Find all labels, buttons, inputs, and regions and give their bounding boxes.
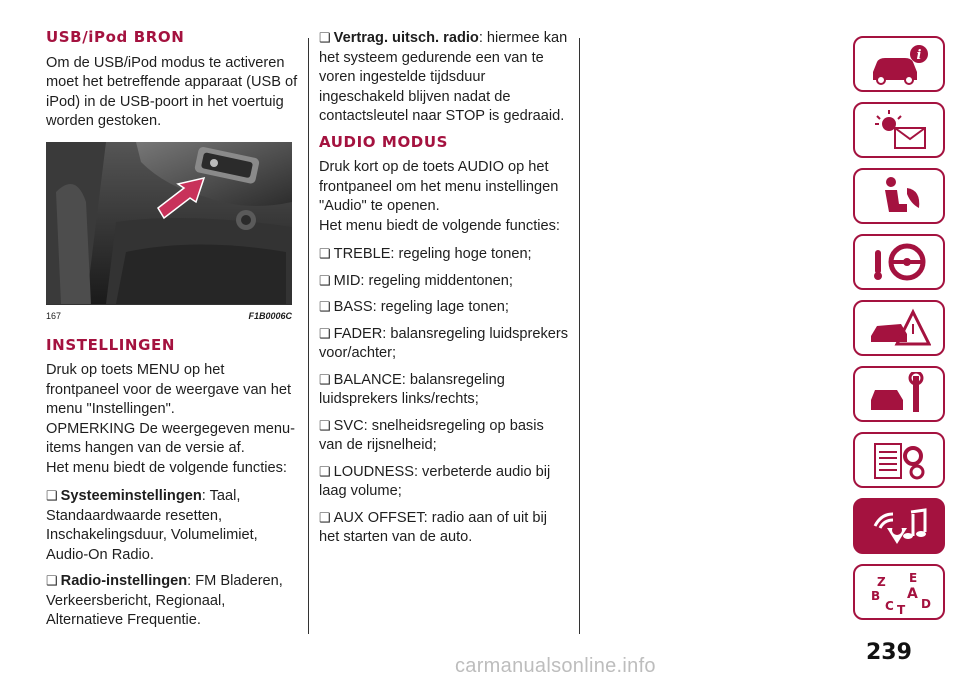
checkbox-bullet-icon: ❑ — [319, 246, 331, 261]
list-item-text: MID: regeling middentonen; — [333, 272, 513, 289]
index-letter: D — [921, 597, 931, 611]
list-item — [319, 508, 571, 548]
multimedia-icon — [867, 504, 931, 548]
list-item — [319, 271, 571, 292]
audio-body-2: Het menu biedt de volgende functies: — [319, 217, 560, 234]
list-item-bold: Radio-instellingen — [60, 573, 188, 589]
index-letter: A — [907, 586, 918, 602]
column-divider — [308, 38, 309, 634]
usb-port-photo — [46, 142, 292, 304]
checkbox-bullet-icon: ❑ — [319, 417, 331, 433]
tab-car-info[interactable] — [853, 36, 945, 92]
seat-safety-icon — [867, 174, 931, 218]
section-heading-usb-ipod: USB/iPod BRON — [46, 28, 185, 46]
index-letter: Z — [877, 575, 886, 589]
checkbox-bullet-icon: ❑ — [319, 30, 331, 45]
checkbox-bullet-icon: ❑ — [46, 573, 58, 588]
tab-multimedia[interactable] — [853, 498, 945, 554]
list-item — [319, 370, 571, 410]
index-letter: T — [897, 603, 906, 614]
tab-emergency[interactable] — [853, 300, 945, 356]
figure-code: F1B0006C — [248, 310, 292, 321]
instellingen-body-1: Druk op toets MENU op het frontpaneel voor de weergave van het menu "Instellingen". — [46, 362, 292, 417]
list-item — [46, 486, 298, 565]
index-letters-icon — [867, 570, 931, 614]
list-item — [319, 462, 571, 502]
usb-ipod-body: Om de USB/iPod modus te activeren moet het betreffende apparaat (USB of iPod) in de USB-poort in het voertuig worden gestoken. — [46, 54, 298, 129]
right-column — [319, 28, 571, 554]
list-item-text: SVC: snelheidsregeling op basis van de rijsnelheid; — [319, 417, 544, 453]
page-number: 239 — [866, 640, 912, 665]
figure-caption — [46, 304, 292, 322]
audio-body-1: Druk kort op de toets AUDIO op het frontpaneel om het menu instellingen "Audio" te openen. — [319, 159, 559, 214]
instellingen-body-3: Het menu biedt de volgende functies: — [46, 459, 287, 476]
car-info-icon — [867, 42, 931, 86]
checkbox-bullet-icon: ❑ — [319, 371, 331, 387]
checkbox-bullet-icon: ❑ — [319, 272, 331, 288]
list-item-text: FADER: balansregeling luidsprekers voor/achter; — [319, 325, 569, 361]
index-letter: E — [909, 571, 918, 585]
tab-index[interactable] — [853, 564, 945, 620]
section-heading-audio-modus: AUDIO MODUS — [319, 132, 449, 151]
checkbox-bullet-icon: ❑ — [46, 488, 58, 503]
tab-steering-wheel[interactable] — [853, 234, 945, 290]
list-item-text: : FM Bladeren, Verkeersbericht, Regionaal, Alternatieve Frequentie. — [46, 573, 283, 628]
index-letter: B — [871, 589, 881, 603]
warning-lights-icon — [867, 108, 931, 152]
specifications-icon — [867, 438, 931, 482]
watermark: carmanualsonline.info — [455, 655, 656, 677]
list-item — [319, 28, 571, 127]
tab-maintenance[interactable] — [853, 366, 945, 422]
list-item — [46, 571, 298, 631]
emergency-icon — [867, 306, 931, 350]
list-item-bold: Systeeminstellingen — [60, 488, 202, 504]
list-item-text: AUX OFFSET: radio aan of uit bij het starten van de auto. — [319, 509, 547, 545]
tab-specifications[interactable] — [853, 432, 945, 488]
section-heading-instellingen: INSTELLINGEN — [46, 335, 175, 354]
usb-port-illustration — [46, 142, 292, 304]
left-column — [46, 28, 298, 637]
steering-wheel-icon — [867, 240, 931, 284]
tab-seat-safety[interactable] — [853, 168, 945, 224]
figure-number: 167 — [46, 310, 62, 321]
maintenance-icon — [867, 372, 931, 416]
column-divider — [579, 38, 580, 634]
list-item-text: LOUDNESS: verbeterde audio bij laag volume; — [319, 463, 551, 499]
chapter-tabs — [853, 36, 945, 630]
instellingen-body-2: OPMERKING De weergegeven menu-items hangen van de versie af. — [46, 420, 296, 456]
checkbox-bullet-icon: ❑ — [319, 509, 331, 525]
list-item-text: BASS: regeling lage tonen; — [333, 299, 509, 315]
checkbox-bullet-icon: ❑ — [319, 325, 331, 341]
checkbox-bullet-icon: ❑ — [319, 463, 331, 479]
svg-text:i: i — [916, 48, 922, 63]
list-item-text: TREBLE: regeling hoge tonen; — [333, 246, 532, 262]
list-item-text: BALANCE: balansregeling luidsprekers links/rechts; — [319, 371, 505, 407]
list-item-bold: Vertrag. uitsch. radio — [333, 30, 479, 46]
checkbox-bullet-icon: ❑ — [319, 299, 331, 314]
tab-warning-lights[interactable] — [853, 102, 945, 158]
index-letter: C — [885, 599, 894, 613]
list-item — [319, 297, 571, 318]
list-item-text: : hiermee kan het systeem gedurende een van te voren ingestelde tijdsduur ingeschakeld blijven nadat de contactsleutel naar STOP is gedraaid. — [319, 30, 568, 124]
list-item — [319, 324, 571, 364]
list-item — [319, 244, 571, 265]
list-item — [319, 416, 571, 456]
list-item-text: : Taal, Standaardwaarde resetten, Inschakelingsduur, Volumelimiet, Audio-On Radio. — [46, 488, 258, 563]
